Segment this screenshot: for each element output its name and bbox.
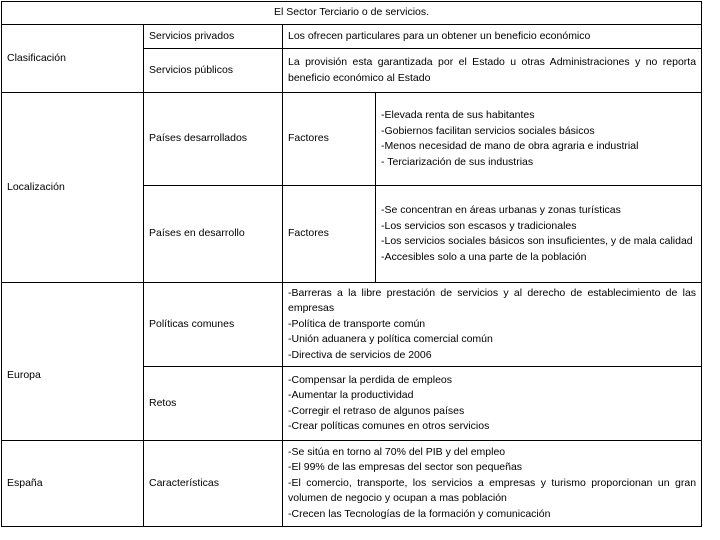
retos-list (283, 367, 702, 441)
list-item: -Elevada renta de sus habitantes (381, 109, 535, 121)
europa-label: Europa (2, 283, 144, 441)
paises-en-desarrollo-factor: Factores (283, 186, 376, 283)
espana-label: España (2, 441, 144, 527)
paises-desarrollados-list (376, 93, 702, 186)
list-item: -Crecen las Tecnologías de la formación y comunicación (288, 507, 551, 520)
clasificacion-label: Clasificación (2, 25, 144, 93)
list-item: -El 99% de las empresas del sector son pequeñas (288, 461, 523, 474)
list-item: -Gobiernos facilitan servicios sociales básicos (381, 124, 595, 137)
list-item: -Se concentran en áreas urbanas y zonas turísticas (381, 204, 621, 216)
list-item: -El comercio, transporte, los servicios a empresas y turismo proporcionan un gran volumen de negocio y ocupan a mas población (288, 476, 697, 505)
list-item: -Compensar la perdida de empleos (288, 373, 453, 386)
list-item: -Los servicios sociales básicos son insuficientes, y de mala calidad (381, 235, 693, 247)
list-item: -Barreras a la libre prestación de servicios y al derecho de establecimiento de las empresas (288, 286, 697, 315)
retos-label: Retos (144, 367, 283, 441)
list-item: -Los servicios son escasos y tradicionales (381, 219, 577, 232)
localizacion-label: Localización (2, 93, 144, 283)
paises-en-desarrollo-list (376, 186, 702, 283)
paises-en-desarrollo-label: Países en desarrollo (144, 186, 283, 283)
list-item: -Corregir el retraso de algunos países (288, 404, 465, 417)
list-item: -Aumentar la productividad (288, 389, 414, 401)
politicas-comunes-label: Políticas comunes (144, 283, 283, 367)
caracteristicas-label: Características (144, 441, 283, 527)
list-item: -Crear políticas comunes en otros servicios (288, 420, 490, 432)
servicios-publicos-desc: La provisión esta garantizada por el Estado u otras Administraciones y no reporta beneficio económico al Estado (283, 49, 702, 93)
list-item: -Directiva de servicios de 2006 (288, 348, 432, 361)
list-item: -Accesibles solo a una parte de la población (381, 250, 587, 263)
paises-desarrollados-label: Países desarrollados (144, 93, 283, 186)
paises-desarrollados-factor: Factores (283, 93, 376, 186)
list-item: -Unión aduanera y política comercial común (288, 333, 493, 346)
list-item: - Terciarización de sus industrias (381, 155, 534, 168)
servicios-privados-desc: Los ofrecen particulares para un obtener un beneficio económico (283, 25, 702, 49)
sector-terciario-table (1, 1, 702, 527)
list-item: -Se sitúa en torno al 70% del PIB y del empleo (288, 445, 506, 458)
list-item: -Menos necesidad de mano de obra agraria e industrial (381, 140, 639, 152)
table-title: El Sector Terciario o de servicios. (2, 2, 702, 25)
caracteristicas-list (283, 441, 702, 527)
list-item: -Política de transporte común (288, 317, 426, 330)
politicas-comunes-list (283, 283, 702, 367)
servicios-privados-label: Servicios privados (144, 25, 283, 49)
servicios-publicos-label: Servicios públicos (144, 49, 283, 93)
